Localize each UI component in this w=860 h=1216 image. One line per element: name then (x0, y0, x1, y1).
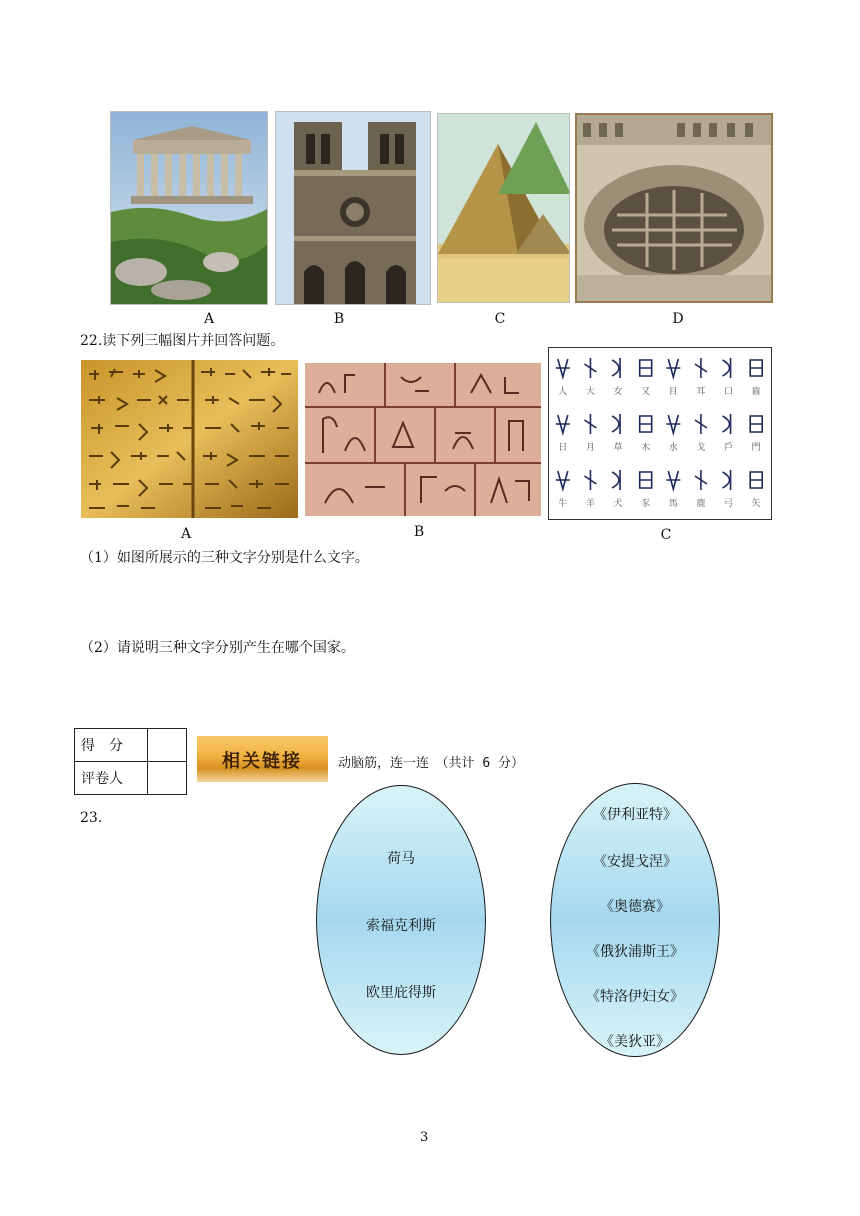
oracle-char-label: 門 (751, 443, 761, 453)
grader-label: 评卷人 (75, 762, 148, 795)
work-item[interactable]: 《俄狄浦斯王》 (586, 944, 684, 960)
oracle-char-label: 月 (585, 443, 595, 453)
oracle-glyph-icon (556, 415, 570, 433)
oracle-glyph-icon (556, 471, 570, 489)
pyramids-image (437, 113, 570, 303)
script-caption-b: B (413, 524, 425, 540)
question-23-number: 23. (80, 810, 103, 826)
oracle-char-label: 齒 (751, 387, 761, 397)
score-table (74, 728, 187, 795)
page-number: 3 (420, 1130, 429, 1145)
related-links-banner (197, 736, 328, 782)
image-caption-b: B (333, 311, 345, 327)
oracle-char-label: 耳 (696, 387, 706, 397)
oracle-char-label: 弓 (724, 499, 734, 509)
oracle-char-label: 戈 (696, 443, 706, 453)
oracle-glyph-icon (584, 358, 596, 378)
oracle-char-label: 戶 (724, 443, 734, 453)
oracle-char-label: 犬 (613, 499, 623, 509)
oracle-glyph-icon (666, 359, 680, 377)
oracle-glyph-icon (584, 414, 596, 434)
oracle-char-label: 牛 (558, 499, 568, 509)
oracle-char-label: 羊 (585, 499, 595, 509)
author-item[interactable]: 欧里庇得斯 (366, 985, 436, 1001)
banner-label: 相关链接 (222, 751, 302, 772)
parthenon-image (110, 111, 268, 305)
work-item[interactable]: 《美狄亚》 (600, 1034, 670, 1050)
question-22-sub1: （1）如图所展示的三种文字分别是什么文字。 (80, 550, 369, 566)
oracle-glyph-icon (666, 471, 680, 489)
oracle-glyph-icon (750, 472, 762, 488)
author-item[interactable]: 荷马 (387, 851, 415, 867)
oracle-char-label: 口 (724, 387, 734, 397)
oracle-glyph-icon (723, 358, 731, 378)
script-caption-a: A (180, 526, 192, 542)
oracle-glyph-icon (640, 360, 652, 376)
cuneiform-image (81, 360, 298, 518)
question-22-sub2: （2）请说明三种文字分别产生在哪个国家。 (80, 640, 355, 656)
work-item[interactable]: 《特洛伊妇女》 (586, 989, 684, 1005)
oracle-glyph-icon (556, 359, 570, 377)
oracle-char-label: 女 (613, 387, 623, 397)
oracle-glyph-icon (612, 470, 620, 490)
oracle-glyph-icon (750, 416, 762, 432)
oracle-char-label: 木 (641, 443, 651, 453)
oracle-char-label: 水 (668, 443, 678, 453)
colosseum-image (575, 113, 773, 303)
work-item[interactable]: 《安提戈涅》 (593, 854, 677, 870)
oracle-glyph-icon (723, 414, 731, 434)
oracle-glyph-icon (584, 470, 596, 490)
oracle-glyph-icon (750, 360, 762, 376)
notre-dame-image (275, 111, 431, 305)
grader-cell[interactable] (148, 762, 187, 795)
question-22-title: 22.读下列三幅图片并回答问题。 (80, 333, 285, 349)
oracle-glyph-icon (666, 415, 680, 433)
work-item[interactable]: 《伊利亚特》 (593, 807, 677, 823)
oracle-glyph-icon (612, 358, 620, 378)
oracle-char-label: 日 (558, 443, 568, 453)
image-caption-a: A (203, 311, 215, 327)
score-label: 得 分 (75, 729, 148, 762)
oracle-glyph-icon (640, 472, 652, 488)
oracle-char-label: 鹿 (696, 499, 706, 509)
oracle-char-label: 又 (641, 387, 651, 397)
image-caption-c: C (494, 311, 506, 327)
authors-ellipse (316, 785, 486, 1055)
oracle-char-label: 草 (613, 443, 623, 453)
oracle-glyph-icon (723, 470, 731, 490)
oracle-glyph-icon (695, 470, 707, 490)
oracle-bone-chart (548, 347, 772, 520)
score-cell[interactable] (148, 729, 187, 762)
oracle-char-label: 豕 (641, 499, 651, 509)
matching-instruction: 动脑筋，连一连 （共计 6 分） (338, 756, 524, 771)
work-item[interactable]: 《奥德赛》 (600, 899, 670, 915)
oracle-char-label: 馬 (668, 499, 678, 509)
script-caption-c: C (660, 527, 672, 543)
oracle-char-label: 大 (585, 387, 595, 397)
hieroglyph-image (305, 363, 541, 516)
oracle-glyph-icon (695, 358, 707, 378)
oracle-glyph-icon (640, 416, 652, 432)
image-caption-d: D (672, 311, 684, 327)
oracle-glyph-icon (695, 414, 707, 434)
oracle-char-label: 人 (558, 387, 568, 397)
author-item[interactable]: 索福克利斯 (366, 918, 436, 934)
oracle-char-label: 目 (668, 387, 678, 397)
works-ellipse (550, 783, 720, 1057)
oracle-char-label: 矢 (751, 499, 761, 509)
oracle-glyph-icon (612, 414, 620, 434)
